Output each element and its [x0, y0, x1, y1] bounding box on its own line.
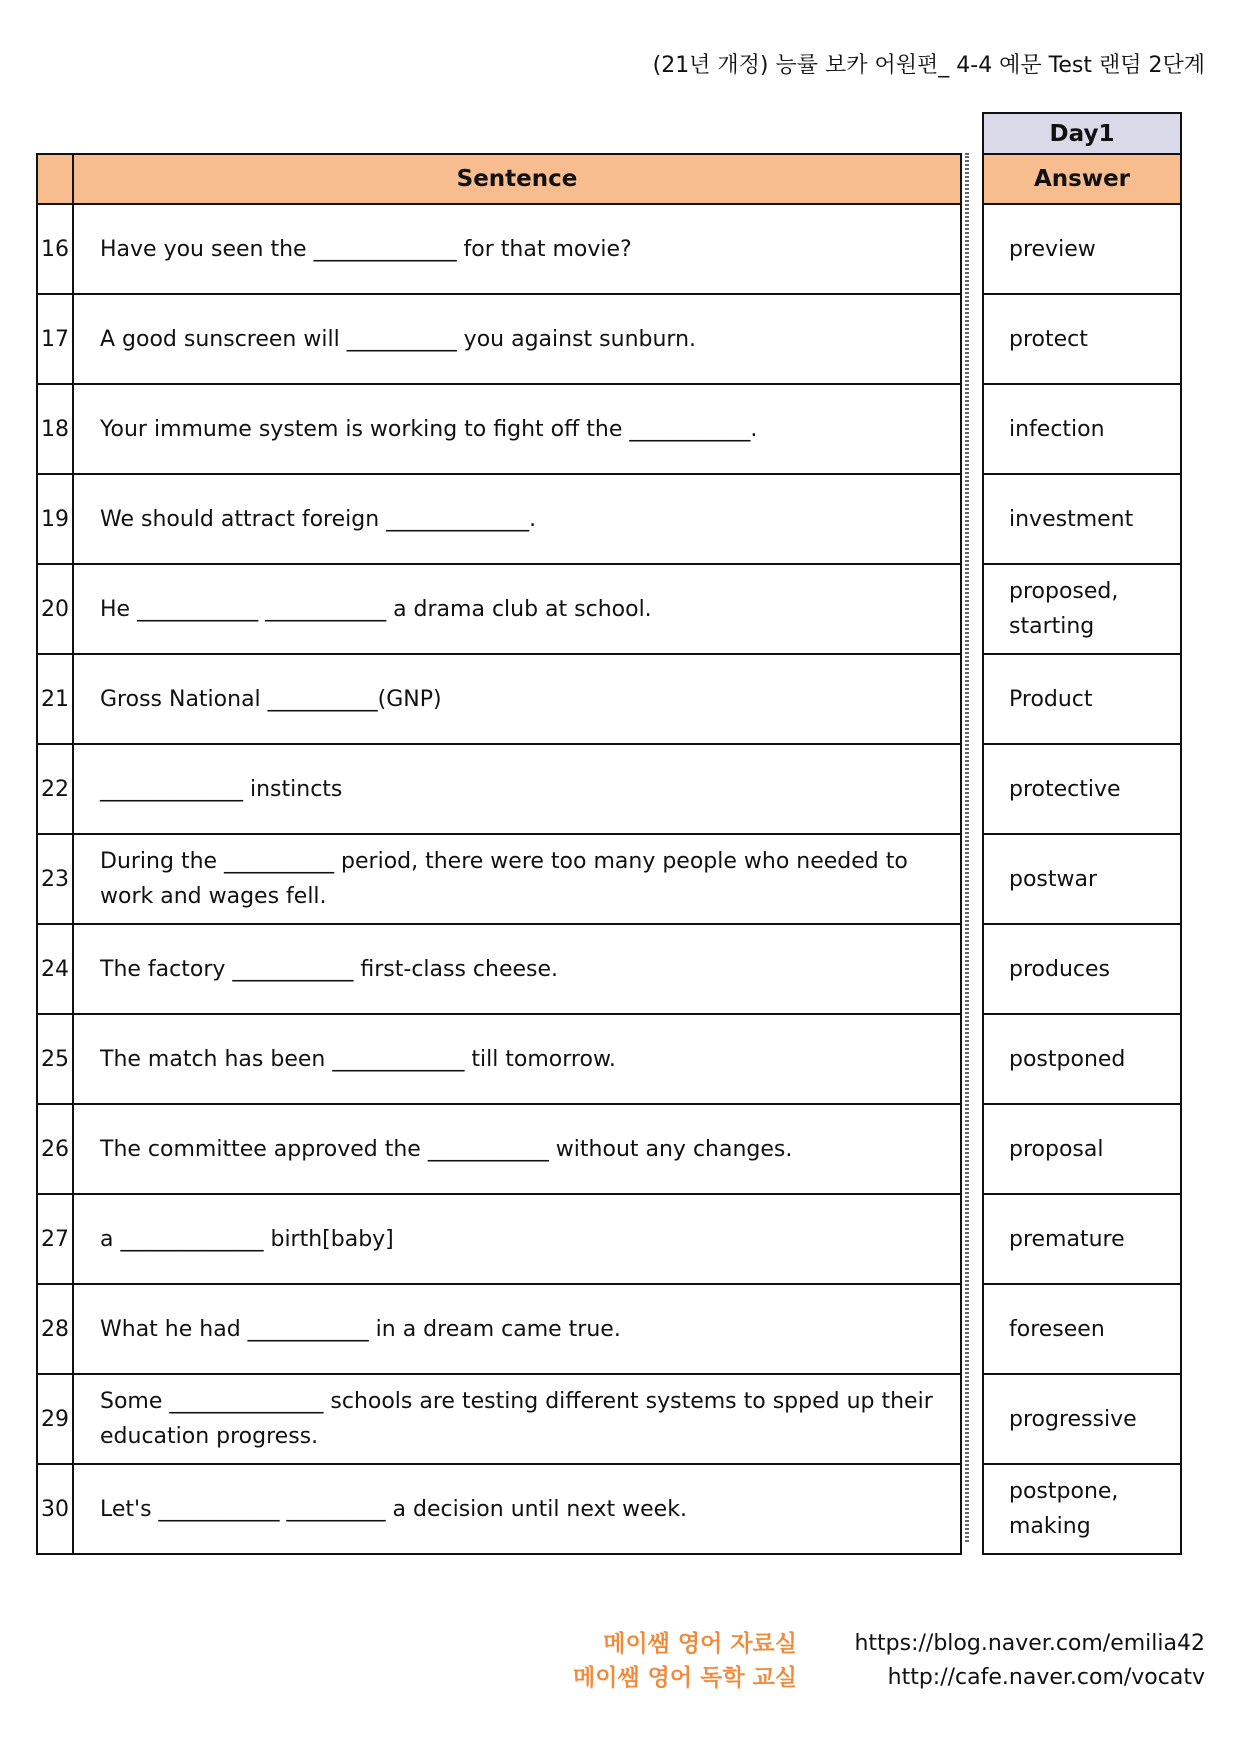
sentence-cell: [73, 1014, 961, 1104]
answer-cell: protective: [983, 744, 1181, 834]
answer-blank: __________: [224, 849, 335, 874]
answer-cell: postpone, making: [983, 1464, 1181, 1554]
sentence-header: Sentence: [73, 154, 961, 204]
sentence-table: [36, 153, 962, 1555]
sentence-cell: [73, 204, 961, 294]
row-number: 21: [37, 654, 73, 744]
answer-table: [982, 112, 1182, 1555]
row-number: 22: [37, 744, 73, 834]
sentence-before: The match has been: [100, 1046, 333, 1072]
answer-blank: ___________: [247, 1316, 369, 1342]
table-row: [37, 1014, 961, 1104]
answer-blank: ______________: [169, 1389, 324, 1414]
answer-row: [983, 1014, 1181, 1104]
answer-blank: ___________: [265, 596, 387, 622]
table-row: [37, 654, 961, 744]
answer-blank: __________: [267, 686, 378, 712]
sentence-before: The factory: [100, 956, 233, 982]
table-row: [37, 1284, 961, 1374]
sentence-cell: [73, 1464, 961, 1554]
answer-blank: ___________: [629, 416, 751, 442]
sentence-cell: [73, 924, 961, 1014]
answer-blank: __________: [346, 326, 457, 352]
answer-row: [983, 744, 1181, 834]
row-number: 28: [37, 1284, 73, 1374]
answer-cell: preview: [983, 204, 1181, 294]
answer-row: [983, 1374, 1181, 1464]
row-number: 27: [37, 1194, 73, 1284]
sentence-after: .: [529, 506, 537, 532]
answer-cell: foreseen: [983, 1284, 1181, 1374]
answer-blank: ___________: [137, 596, 259, 622]
sentence-before: Gross National: [100, 686, 268, 712]
sentence-cell: [73, 564, 961, 654]
row-number: 16: [37, 204, 73, 294]
sentence-after: for that movie?: [456, 236, 632, 262]
sentence-after: a decision until next week.: [385, 1496, 687, 1522]
day-row: [983, 113, 1181, 154]
sentence-before: We should attract foreign: [100, 506, 387, 532]
answer-cell: progressive: [983, 1374, 1181, 1464]
answer-cell: produces: [983, 924, 1181, 1014]
table-row: [37, 1194, 961, 1284]
row-number: 25: [37, 1014, 73, 1104]
sentence-cell: [73, 744, 961, 834]
sentence-after: in a dream came true.: [368, 1316, 621, 1342]
sentence-header-row: [37, 154, 961, 204]
table-row: [37, 924, 961, 1014]
answer-cell: Product: [983, 654, 1181, 744]
row-number: 24: [37, 924, 73, 1014]
footer-links: [854, 1627, 1205, 1695]
sentence-cell: [73, 654, 961, 744]
sentence-before: Have you seen the: [100, 236, 314, 262]
answer-row: [983, 204, 1181, 294]
sentence-before: He: [100, 596, 138, 622]
answer-blank: _________: [286, 1496, 386, 1522]
answer-header-row: [983, 154, 1181, 204]
answer-row: [983, 564, 1181, 654]
table-row: [37, 384, 961, 474]
answer-cell: proposed, starting: [983, 564, 1181, 654]
sentence-cell: [73, 834, 961, 924]
sentence-cell: [73, 1374, 961, 1464]
answer-blank: _____________: [120, 1226, 264, 1252]
answer-blank: ___________: [427, 1136, 549, 1162]
answer-row: [983, 1464, 1181, 1554]
answer-cell: protect: [983, 294, 1181, 384]
answer-row: [983, 1104, 1181, 1194]
row-number: 26: [37, 1104, 73, 1194]
sentence-cell: [73, 1284, 961, 1374]
sentence-after: birth[baby]: [263, 1226, 394, 1252]
sentence-after: till tomorrow.: [464, 1046, 616, 1072]
sentence-before: a: [100, 1226, 121, 1252]
answer-blank: _____________: [313, 236, 457, 262]
row-number: 29: [37, 1374, 73, 1464]
row-number: 19: [37, 474, 73, 564]
table-row: [37, 744, 961, 834]
answer-cell: infection: [983, 384, 1181, 474]
number-header: [37, 154, 73, 204]
sentence-before: What he had: [100, 1316, 248, 1342]
answer-blank: ___________: [158, 1496, 280, 1522]
sentence-after: period, there were too many people who needed to work and wages fell.: [100, 849, 908, 909]
row-number: 20: [37, 564, 73, 654]
sentence-after: schools are testing different systems to spped up their education progress.: [100, 1389, 933, 1449]
sentence-after: .: [750, 416, 758, 442]
answer-header: Answer: [983, 154, 1181, 204]
table-row: [37, 1464, 961, 1554]
row-number: 30: [37, 1464, 73, 1554]
table-row: [37, 564, 961, 654]
day-label: Day1: [983, 113, 1181, 154]
table-row: [37, 294, 961, 384]
row-number: 18: [37, 384, 73, 474]
answer-cell: proposal: [983, 1104, 1181, 1194]
answer-blank: _____________: [100, 776, 243, 802]
cafe-link[interactable]: http://cafe.naver.com/vocatv: [887, 1665, 1205, 1690]
answer-blank: ____________: [332, 1046, 465, 1072]
sentence-before: During the: [100, 849, 225, 874]
sentence-after: instincts: [243, 776, 343, 802]
table-row: [37, 474, 961, 564]
sentence-cell: [73, 384, 961, 474]
answer-row: [983, 834, 1181, 924]
answer-row: [983, 924, 1181, 1014]
sentence-cell: [73, 294, 961, 384]
sentence-after: (GNP): [377, 686, 442, 712]
answer-row: [983, 474, 1181, 564]
table-row: [37, 1104, 961, 1194]
answer-cell: premature: [983, 1194, 1181, 1284]
sentence-after: a drama club at school.: [386, 596, 652, 622]
sentence-before: The committee approved the: [100, 1136, 428, 1162]
column-divider: [965, 153, 969, 1542]
sentence-cell: [73, 1194, 961, 1284]
answer-cell: postwar: [983, 834, 1181, 924]
table-row: [37, 1374, 961, 1464]
sentence-before: Some: [100, 1389, 170, 1414]
footer-line1: 메이쌤 영어 자료실: [603, 1631, 797, 1657]
row-number: 17: [37, 294, 73, 384]
row-number: 23: [37, 834, 73, 924]
answer-cell: investment: [983, 474, 1181, 564]
answer-blank: _____________: [386, 506, 530, 532]
blog-link[interactable]: https://blog.naver.com/emilia42: [854, 1631, 1205, 1656]
answer-row: [983, 294, 1181, 384]
sentence-after: first-class cheese.: [353, 956, 559, 982]
sentence-before: Let's: [100, 1496, 159, 1522]
sentence-after: you against sunburn.: [456, 326, 697, 352]
sentence-cell: [73, 474, 961, 564]
answer-cell: postponed: [983, 1014, 1181, 1104]
footer-line2: 메이쌤 영어 독학 교실: [573, 1665, 797, 1691]
answer-row: [983, 654, 1181, 744]
footer-brand: [573, 1627, 797, 1695]
table-row: [37, 834, 961, 924]
answer-row: [983, 1194, 1181, 1284]
answer-row: [983, 1284, 1181, 1374]
sentence-before: Your immume system is working to fight off the: [100, 416, 630, 442]
answer-row: [983, 384, 1181, 474]
sentence-before: A good sunscreen will: [100, 326, 347, 352]
sentence-after: without any changes.: [548, 1136, 793, 1162]
answer-blank: ___________: [232, 956, 354, 982]
table-row: [37, 204, 961, 294]
sentence-cell: [73, 1104, 961, 1194]
page-title: (21년 개정) 능률 보카 어원편_ 4-4 예문 Test 랜덤 2단계: [652, 53, 1205, 78]
